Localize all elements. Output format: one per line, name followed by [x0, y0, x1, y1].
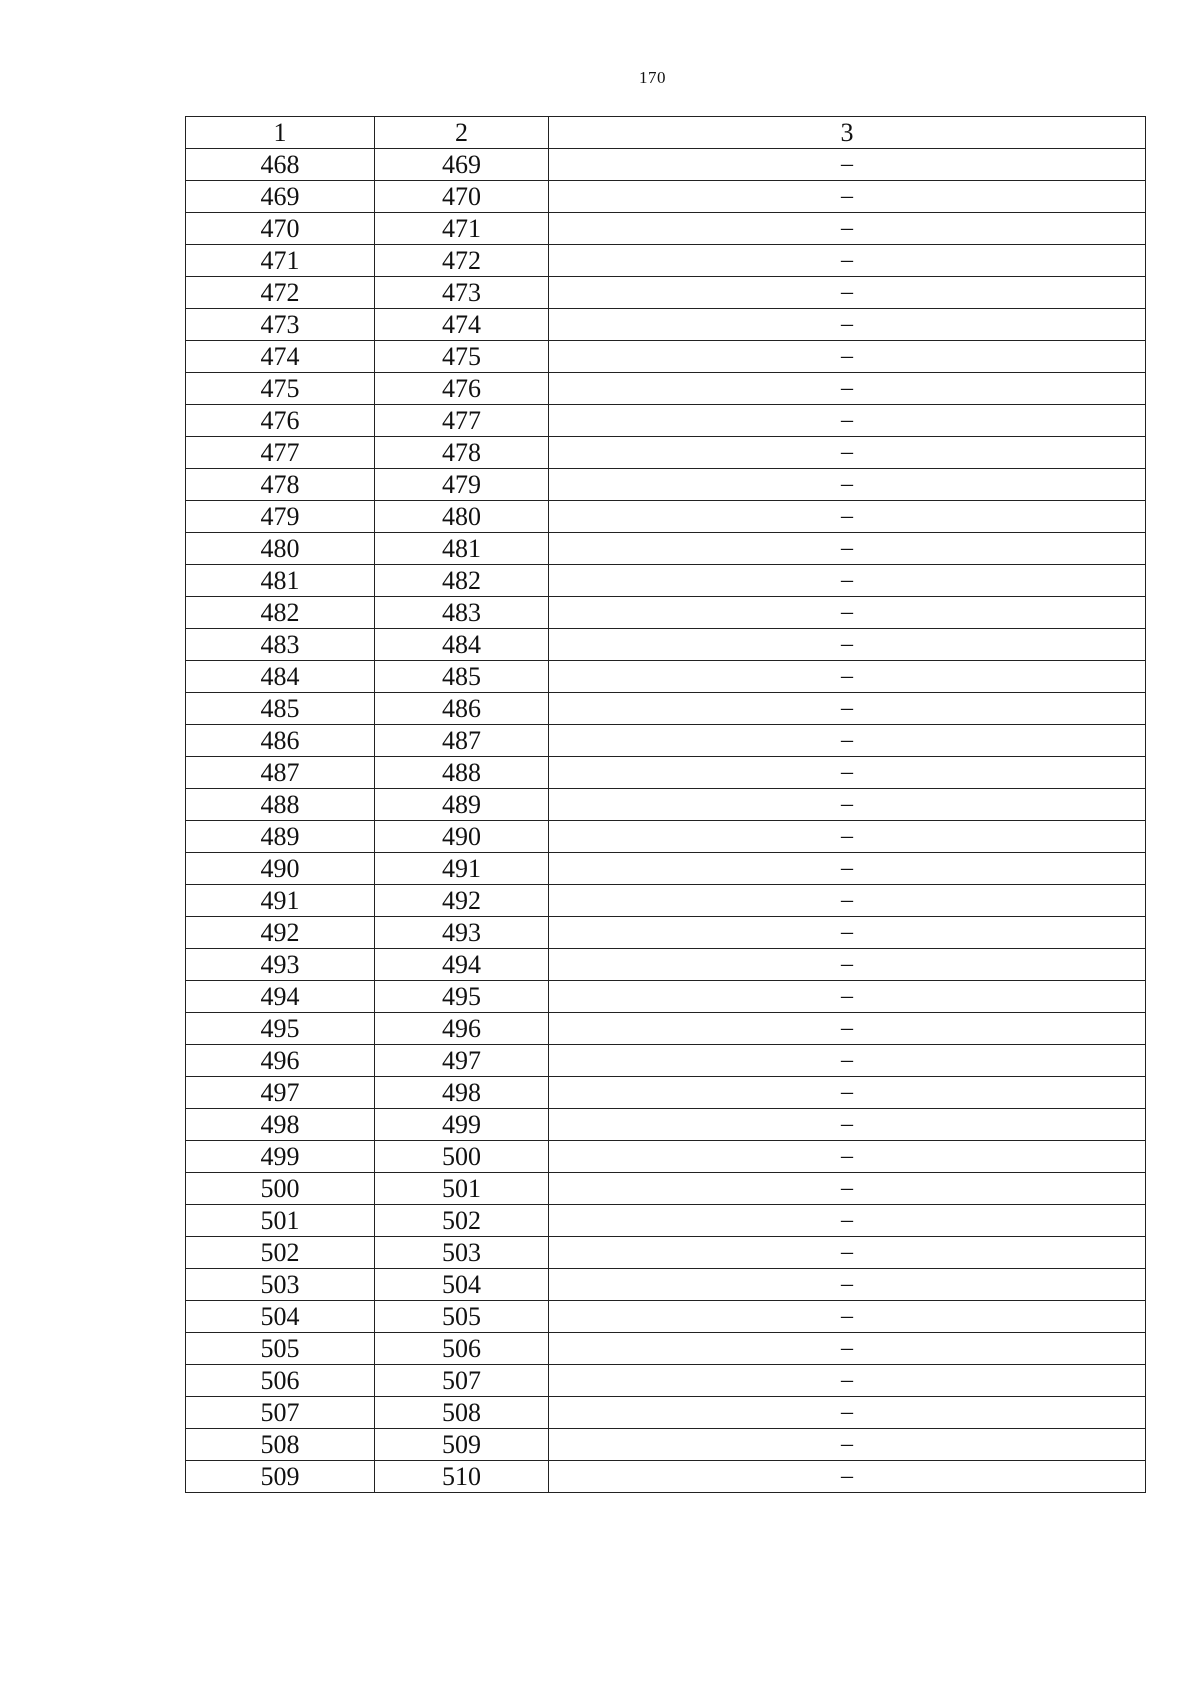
table-cell-col-3: –: [549, 693, 1146, 725]
table-cell-col-1: 509: [186, 1461, 375, 1493]
table-cell-col-3: –: [549, 1461, 1146, 1493]
table-cell-col-2: 509: [375, 1429, 549, 1461]
table-row: [186, 949, 1146, 981]
table-cell-col-1: 502: [186, 1237, 375, 1269]
table-cell-col-1: 508: [186, 1429, 375, 1461]
table-cell-col-2: 504: [375, 1269, 549, 1301]
table-cell-col-2: 478: [375, 437, 549, 469]
table-cell-col-2: 484: [375, 629, 549, 661]
table-cell-col-1: 477: [186, 437, 375, 469]
table-cell-col-1: 498: [186, 1109, 375, 1141]
table-cell-col-3: –: [549, 853, 1146, 885]
table-cell-col-2: 500: [375, 1141, 549, 1173]
table-row: [186, 1205, 1146, 1237]
table-cell-col-2: 505: [375, 1301, 549, 1333]
table-cell-col-2: 486: [375, 693, 549, 725]
table-cell-col-1: 495: [186, 1013, 375, 1045]
table-cell-col-2: 497: [375, 1045, 549, 1077]
table-cell-col-2: 498: [375, 1077, 549, 1109]
table-cell-col-2: 476: [375, 373, 549, 405]
table-row: [186, 245, 1146, 277]
table-cell-col-1: 507: [186, 1397, 375, 1429]
table-cell-col-2: 496: [375, 1013, 549, 1045]
table-cell-col-2: 488: [375, 757, 549, 789]
table-cell-col-1: 469: [186, 181, 375, 213]
table-row: [186, 853, 1146, 885]
table-cell-col-2: 489: [375, 789, 549, 821]
table-header-row: [186, 117, 1146, 149]
table-row: [186, 661, 1146, 693]
table-cell-col-3: –: [549, 821, 1146, 853]
table-cell-col-1: 474: [186, 341, 375, 373]
table-cell-col-3: –: [549, 1109, 1146, 1141]
table-row: [186, 981, 1146, 1013]
table-cell-col-3: –: [549, 629, 1146, 661]
table-row: [186, 565, 1146, 597]
table-row: [186, 1301, 1146, 1333]
table-cell-col-2: 508: [375, 1397, 549, 1429]
table-row: [186, 405, 1146, 437]
table-row: [186, 1397, 1146, 1429]
table-cell-col-1: 489: [186, 821, 375, 853]
table-cell-col-3: –: [549, 1141, 1146, 1173]
table-cell-col-2: 485: [375, 661, 549, 693]
table-cell-col-3: –: [549, 309, 1146, 341]
table-body: [186, 149, 1146, 1493]
table-cell-col-3: –: [549, 949, 1146, 981]
table-cell-col-3: –: [549, 181, 1146, 213]
table-cell-col-2: 507: [375, 1365, 549, 1397]
table-cell-col-1: 496: [186, 1045, 375, 1077]
table-cell-col-2: 470: [375, 181, 549, 213]
table-cell-col-2: 480: [375, 501, 549, 533]
table-cell-col-3: –: [549, 245, 1146, 277]
table-row: [186, 1237, 1146, 1269]
table-cell-col-2: 510: [375, 1461, 549, 1493]
table-row: [186, 149, 1146, 181]
table-cell-col-1: 499: [186, 1141, 375, 1173]
table-cell-col-3: –: [549, 373, 1146, 405]
table-row: [186, 181, 1146, 213]
table-cell-col-1: 468: [186, 149, 375, 181]
table-cell-col-3: –: [549, 213, 1146, 245]
column-header-2: 2: [375, 117, 549, 149]
table-row: [186, 629, 1146, 661]
table-row: [186, 1365, 1146, 1397]
table-row: [186, 917, 1146, 949]
table-cell-col-3: –: [549, 725, 1146, 757]
table-cell-col-1: 500: [186, 1173, 375, 1205]
table-cell-col-2: 477: [375, 405, 549, 437]
table-cell-col-3: –: [549, 1013, 1146, 1045]
table-cell-col-3: –: [549, 565, 1146, 597]
table-row: [186, 1333, 1146, 1365]
table-cell-col-3: –: [549, 501, 1146, 533]
table-cell-col-3: –: [549, 469, 1146, 501]
table-cell-col-1: 488: [186, 789, 375, 821]
data-table: [185, 116, 1146, 1493]
table-row: [186, 1013, 1146, 1045]
column-header-1: 1: [186, 117, 375, 149]
table-cell-col-1: 486: [186, 725, 375, 757]
table-cell-col-3: –: [549, 1045, 1146, 1077]
table-cell-col-3: –: [549, 661, 1146, 693]
table-cell-col-2: 481: [375, 533, 549, 565]
table-cell-col-2: 494: [375, 949, 549, 981]
table-cell-col-1: 492: [186, 917, 375, 949]
column-header-3: 3: [549, 117, 1146, 149]
table-cell-col-3: –: [549, 917, 1146, 949]
table-cell-col-2: 473: [375, 277, 549, 309]
table-cell-col-2: 503: [375, 1237, 549, 1269]
table-cell-col-1: 475: [186, 373, 375, 405]
table-cell-col-2: 482: [375, 565, 549, 597]
table-cell-col-1: 487: [186, 757, 375, 789]
table-cell-col-2: 483: [375, 597, 549, 629]
table-cell-col-1: 472: [186, 277, 375, 309]
table-cell-col-3: –: [549, 1397, 1146, 1429]
table-cell-col-1: 506: [186, 1365, 375, 1397]
table-cell-col-1: 504: [186, 1301, 375, 1333]
table-cell-col-2: 475: [375, 341, 549, 373]
table-cell-col-2: 479: [375, 469, 549, 501]
table-row: [186, 1429, 1146, 1461]
table-cell-col-1: 481: [186, 565, 375, 597]
table-cell-col-2: 474: [375, 309, 549, 341]
table-cell-col-1: 479: [186, 501, 375, 533]
table-cell-col-1: 491: [186, 885, 375, 917]
table-cell-col-2: 469: [375, 149, 549, 181]
table-row: [186, 373, 1146, 405]
table-cell-col-1: 478: [186, 469, 375, 501]
table-cell-col-3: –: [549, 1237, 1146, 1269]
table-row: [186, 757, 1146, 789]
table-cell-col-3: –: [549, 1077, 1146, 1109]
table-cell-col-1: 485: [186, 693, 375, 725]
table-cell-col-2: 472: [375, 245, 549, 277]
table-row: [186, 277, 1146, 309]
table-cell-col-3: –: [549, 437, 1146, 469]
table-cell-col-1: 505: [186, 1333, 375, 1365]
table-row: [186, 725, 1146, 757]
table-cell-col-2: 506: [375, 1333, 549, 1365]
table-row: [186, 309, 1146, 341]
table-cell-col-1: 470: [186, 213, 375, 245]
table-cell-col-2: 487: [375, 725, 549, 757]
table-cell-col-1: 503: [186, 1269, 375, 1301]
table-cell-col-3: –: [549, 757, 1146, 789]
table-cell-col-3: –: [549, 1173, 1146, 1205]
table-row: [186, 1173, 1146, 1205]
table-cell-col-3: –: [549, 1205, 1146, 1237]
table-cell-col-3: –: [549, 405, 1146, 437]
table-row: [186, 821, 1146, 853]
table-cell-col-3: –: [549, 981, 1146, 1013]
table-cell-col-1: 471: [186, 245, 375, 277]
table-cell-col-2: 493: [375, 917, 549, 949]
table-row: [186, 501, 1146, 533]
table-cell-col-3: –: [549, 885, 1146, 917]
table-cell-col-3: –: [549, 789, 1146, 821]
table-cell-col-1: 473: [186, 309, 375, 341]
table-cell-col-1: 494: [186, 981, 375, 1013]
table-cell-col-2: 495: [375, 981, 549, 1013]
table-row: [186, 1461, 1146, 1493]
table-cell-col-2: 499: [375, 1109, 549, 1141]
table-cell-col-1: 482: [186, 597, 375, 629]
table-row: [186, 341, 1146, 373]
table-cell-col-1: 484: [186, 661, 375, 693]
table-cell-col-2: 501: [375, 1173, 549, 1205]
table-cell-col-1: 501: [186, 1205, 375, 1237]
table-cell-col-1: 493: [186, 949, 375, 981]
table-cell-col-3: –: [549, 277, 1146, 309]
table-row: [186, 1269, 1146, 1301]
table-row: [186, 885, 1146, 917]
table-row: [186, 213, 1146, 245]
table-cell-col-2: 471: [375, 213, 549, 245]
table-cell-col-3: –: [549, 1365, 1146, 1397]
table-cell-col-3: –: [549, 1269, 1146, 1301]
table-row: [186, 1141, 1146, 1173]
table-row: [186, 1077, 1146, 1109]
table-cell-col-3: –: [549, 1301, 1146, 1333]
table-cell-col-3: –: [549, 1429, 1146, 1461]
table-cell-col-3: –: [549, 149, 1146, 181]
table-cell-col-3: –: [549, 533, 1146, 565]
table-row: [186, 1045, 1146, 1077]
table-cell-col-1: 497: [186, 1077, 375, 1109]
table-cell-col-1: 480: [186, 533, 375, 565]
table-cell-col-2: 491: [375, 853, 549, 885]
table-cell-col-1: 490: [186, 853, 375, 885]
page-number: 170: [639, 68, 666, 87]
table-cell-col-2: 502: [375, 1205, 549, 1237]
table-row: [186, 437, 1146, 469]
table-row: [186, 533, 1146, 565]
table-cell-col-1: 476: [186, 405, 375, 437]
table-row: [186, 597, 1146, 629]
table-cell-col-3: –: [549, 597, 1146, 629]
table-row: [186, 1109, 1146, 1141]
table-cell-col-2: 492: [375, 885, 549, 917]
table-cell-col-3: –: [549, 1333, 1146, 1365]
table-cell-col-2: 490: [375, 821, 549, 853]
table-row: [186, 469, 1146, 501]
table-cell-col-1: 483: [186, 629, 375, 661]
table-row: [186, 693, 1146, 725]
table-cell-col-3: –: [549, 341, 1146, 373]
table-row: [186, 789, 1146, 821]
